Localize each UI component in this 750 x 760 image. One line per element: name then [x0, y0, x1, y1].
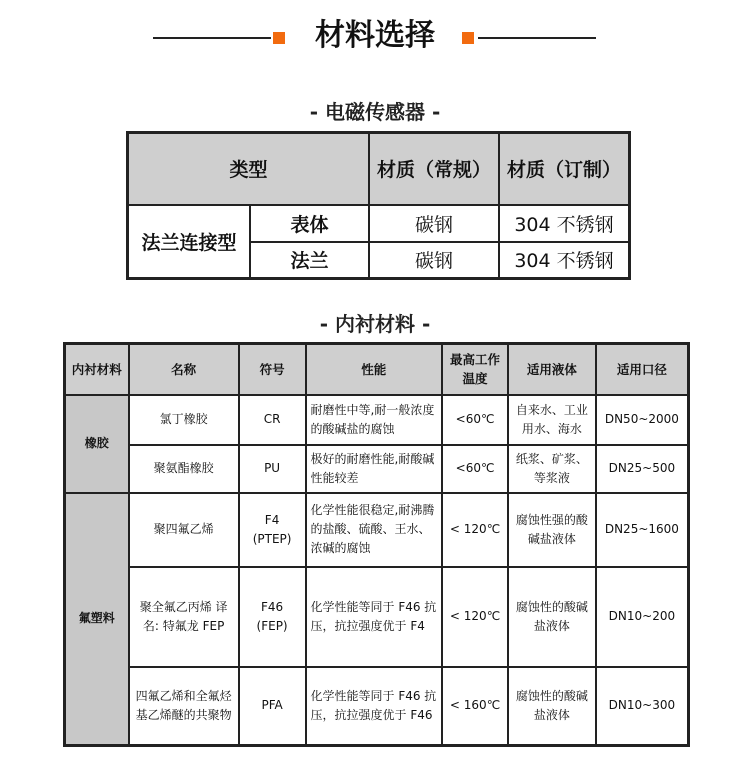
- header-normal: 材质（常规）: [369, 133, 499, 205]
- custom-cell: 304 不锈钢: [499, 205, 630, 242]
- symbol-cell: PU: [239, 445, 306, 493]
- temperature-cell: <60℃: [442, 395, 508, 445]
- group-cell: 橡胶: [65, 395, 129, 493]
- header-name: 名称: [129, 344, 239, 395]
- group-cell: 氟塑料: [65, 493, 129, 746]
- temperature-cell: < 160℃: [442, 667, 508, 746]
- section1-heading: - 电磁传感器 -: [309, 100, 441, 124]
- table-row: [65, 493, 689, 567]
- name-cell: 四氟乙烯和全氟烃基乙烯醚的共聚物: [129, 667, 239, 746]
- page-title: 材料选择: [315, 18, 435, 53]
- liquid-cell: 纸浆、矿浆、等浆液: [508, 445, 596, 493]
- liquid-cell: 自来水、工业用水、海水: [508, 395, 596, 445]
- size-cell: DN10~200: [596, 567, 689, 667]
- symbol-cell: PFA: [239, 667, 306, 746]
- normal-cell: 碳钢: [369, 205, 499, 242]
- symbol-cell: CR: [239, 395, 306, 445]
- sensor-material-table: [126, 131, 631, 280]
- size-cell: DN10~300: [596, 667, 689, 746]
- temperature-cell: < 120℃: [442, 493, 508, 567]
- temperature-cell: < 120℃: [442, 567, 508, 667]
- performance-cell: 化学性能等同于 F46 抗压，抗拉强度优于 F4: [306, 567, 443, 667]
- size-cell: DN50~2000: [596, 395, 689, 445]
- header-liquid: 适用液体: [508, 344, 596, 395]
- table-row: [65, 567, 689, 667]
- performance-cell: 化学性能等同于 F46 抗压，抗拉强度优于 F46: [306, 667, 443, 746]
- custom-cell: 304 不锈钢: [499, 242, 630, 279]
- header-lining: 内衬材料: [65, 344, 129, 395]
- section2-heading: - 内衬材料 -: [319, 312, 431, 336]
- table-row: [65, 395, 689, 445]
- performance-cell: 耐磨性中等,耐一般浓度的酸碱盐的腐蚀: [306, 395, 443, 445]
- symbol-cell: F46 (FEP): [239, 567, 306, 667]
- table-row: [65, 667, 689, 746]
- title-line-right: [478, 37, 596, 39]
- header-temperature: 最高工作温度: [442, 344, 508, 395]
- temperature-cell: <60℃: [442, 445, 508, 493]
- performance-cell: 化学性能很稳定,耐沸腾的盐酸、硫酸、王水、浓碱的腐蚀: [306, 493, 443, 567]
- table-row: [65, 445, 689, 493]
- part-cell: 表体: [250, 205, 369, 242]
- group-cell: 法兰连接型: [128, 205, 251, 279]
- liquid-cell: 腐蚀性的酸碱盐液体: [508, 567, 596, 667]
- normal-cell: 碳钢: [369, 242, 499, 279]
- header-type: 类型: [128, 133, 370, 205]
- liquid-cell: 腐蚀性的酸碱盐液体: [508, 667, 596, 746]
- liquid-cell: 腐蚀性强的酸碱盐液体: [508, 493, 596, 567]
- symbol-cell: F4 (PTEP): [239, 493, 306, 567]
- header-size: 适用口径: [596, 344, 689, 395]
- header-custom: 材质（订制）: [499, 133, 630, 205]
- size-cell: DN25~1600: [596, 493, 689, 567]
- header-symbol: 符号: [239, 344, 306, 395]
- name-cell: 聚氨酯橡胶: [129, 445, 239, 493]
- size-cell: DN25~500: [596, 445, 689, 493]
- lining-material-table: [63, 342, 690, 747]
- header-performance: 性能: [306, 344, 443, 395]
- name-cell: 聚全氟乙丙烯 译名: 特氟龙 FEP: [129, 567, 239, 667]
- name-cell: 聚四氟乙烯: [129, 493, 239, 567]
- name-cell: 氯丁橡胶: [129, 395, 239, 445]
- part-cell: 法兰: [250, 242, 369, 279]
- title-square-right: [462, 32, 474, 44]
- performance-cell: 极好的耐磨性能,耐酸碱性能较差: [306, 445, 443, 493]
